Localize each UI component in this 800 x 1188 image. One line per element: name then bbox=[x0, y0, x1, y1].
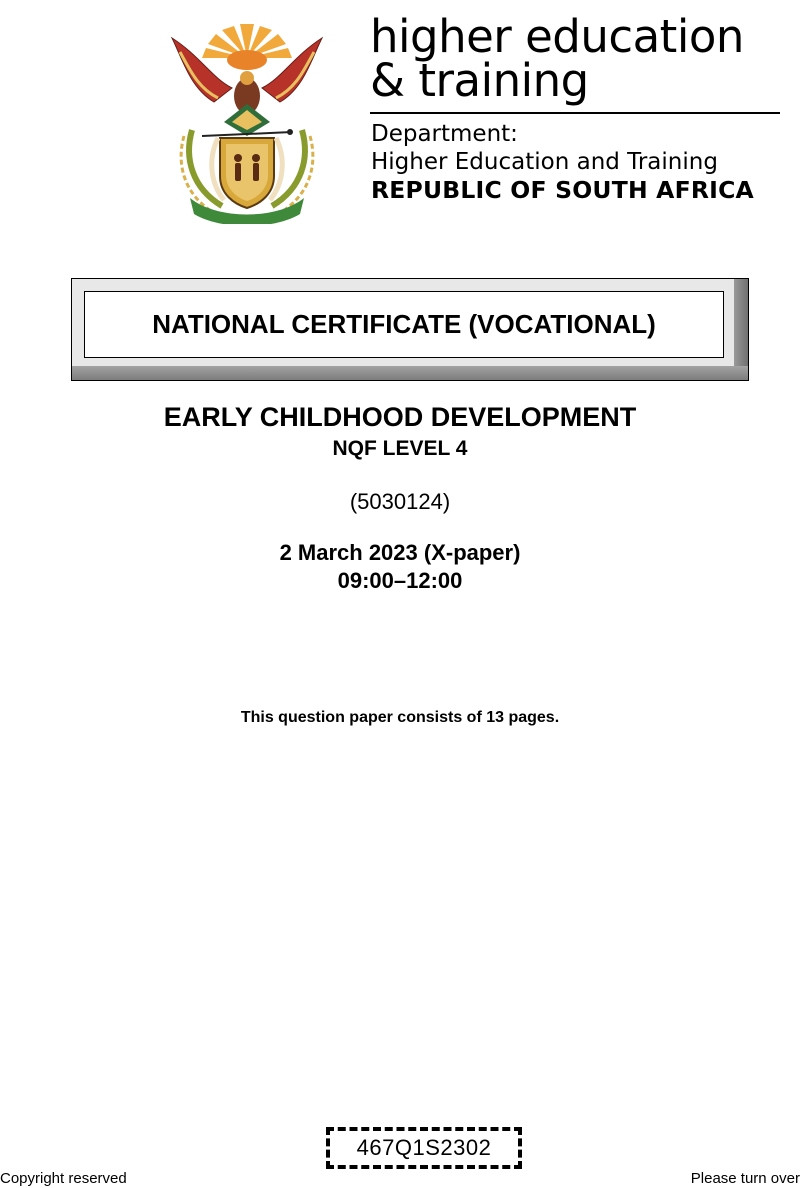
footer-copyright: Copyright reserved bbox=[0, 1170, 127, 1187]
coat-of-arms-icon bbox=[162, 18, 332, 224]
paper-code-box bbox=[326, 1127, 522, 1169]
department-name: Higher Education and Training bbox=[371, 149, 718, 175]
frame-bevel-right bbox=[734, 279, 748, 380]
certificate-frame bbox=[71, 278, 749, 381]
exam-date: 2 March 2023 (X-paper) bbox=[279, 540, 521, 565]
paper-barcode-code: 467Q1S2302 bbox=[356, 1135, 492, 1160]
footer-turn-over: Please turn over bbox=[690, 1170, 800, 1187]
subject-title: EARLY CHILDHOOD DEVELOPMENT bbox=[163, 402, 637, 432]
nqf-level: NQF LEVEL 4 bbox=[332, 437, 468, 460]
certificate-title: NATIONAL CERTIFICATE (VOCATIONAL) bbox=[152, 309, 656, 339]
page-count-note: This question paper consists of 13 pages. bbox=[240, 709, 560, 726]
certificate-inner-panel bbox=[84, 291, 724, 358]
brand-title-line-2: & training bbox=[370, 54, 589, 107]
paper-code: (5030124) bbox=[349, 489, 451, 514]
department-label: Department: bbox=[371, 121, 518, 147]
frame-bevel-bottom bbox=[72, 366, 748, 380]
country-name: REPUBLIC OF SOUTH AFRICA bbox=[371, 176, 754, 204]
exam-time: 09:00–12:00 bbox=[337, 568, 463, 593]
brand-divider bbox=[370, 112, 780, 114]
brand-title-line-1: higher education bbox=[370, 10, 744, 63]
